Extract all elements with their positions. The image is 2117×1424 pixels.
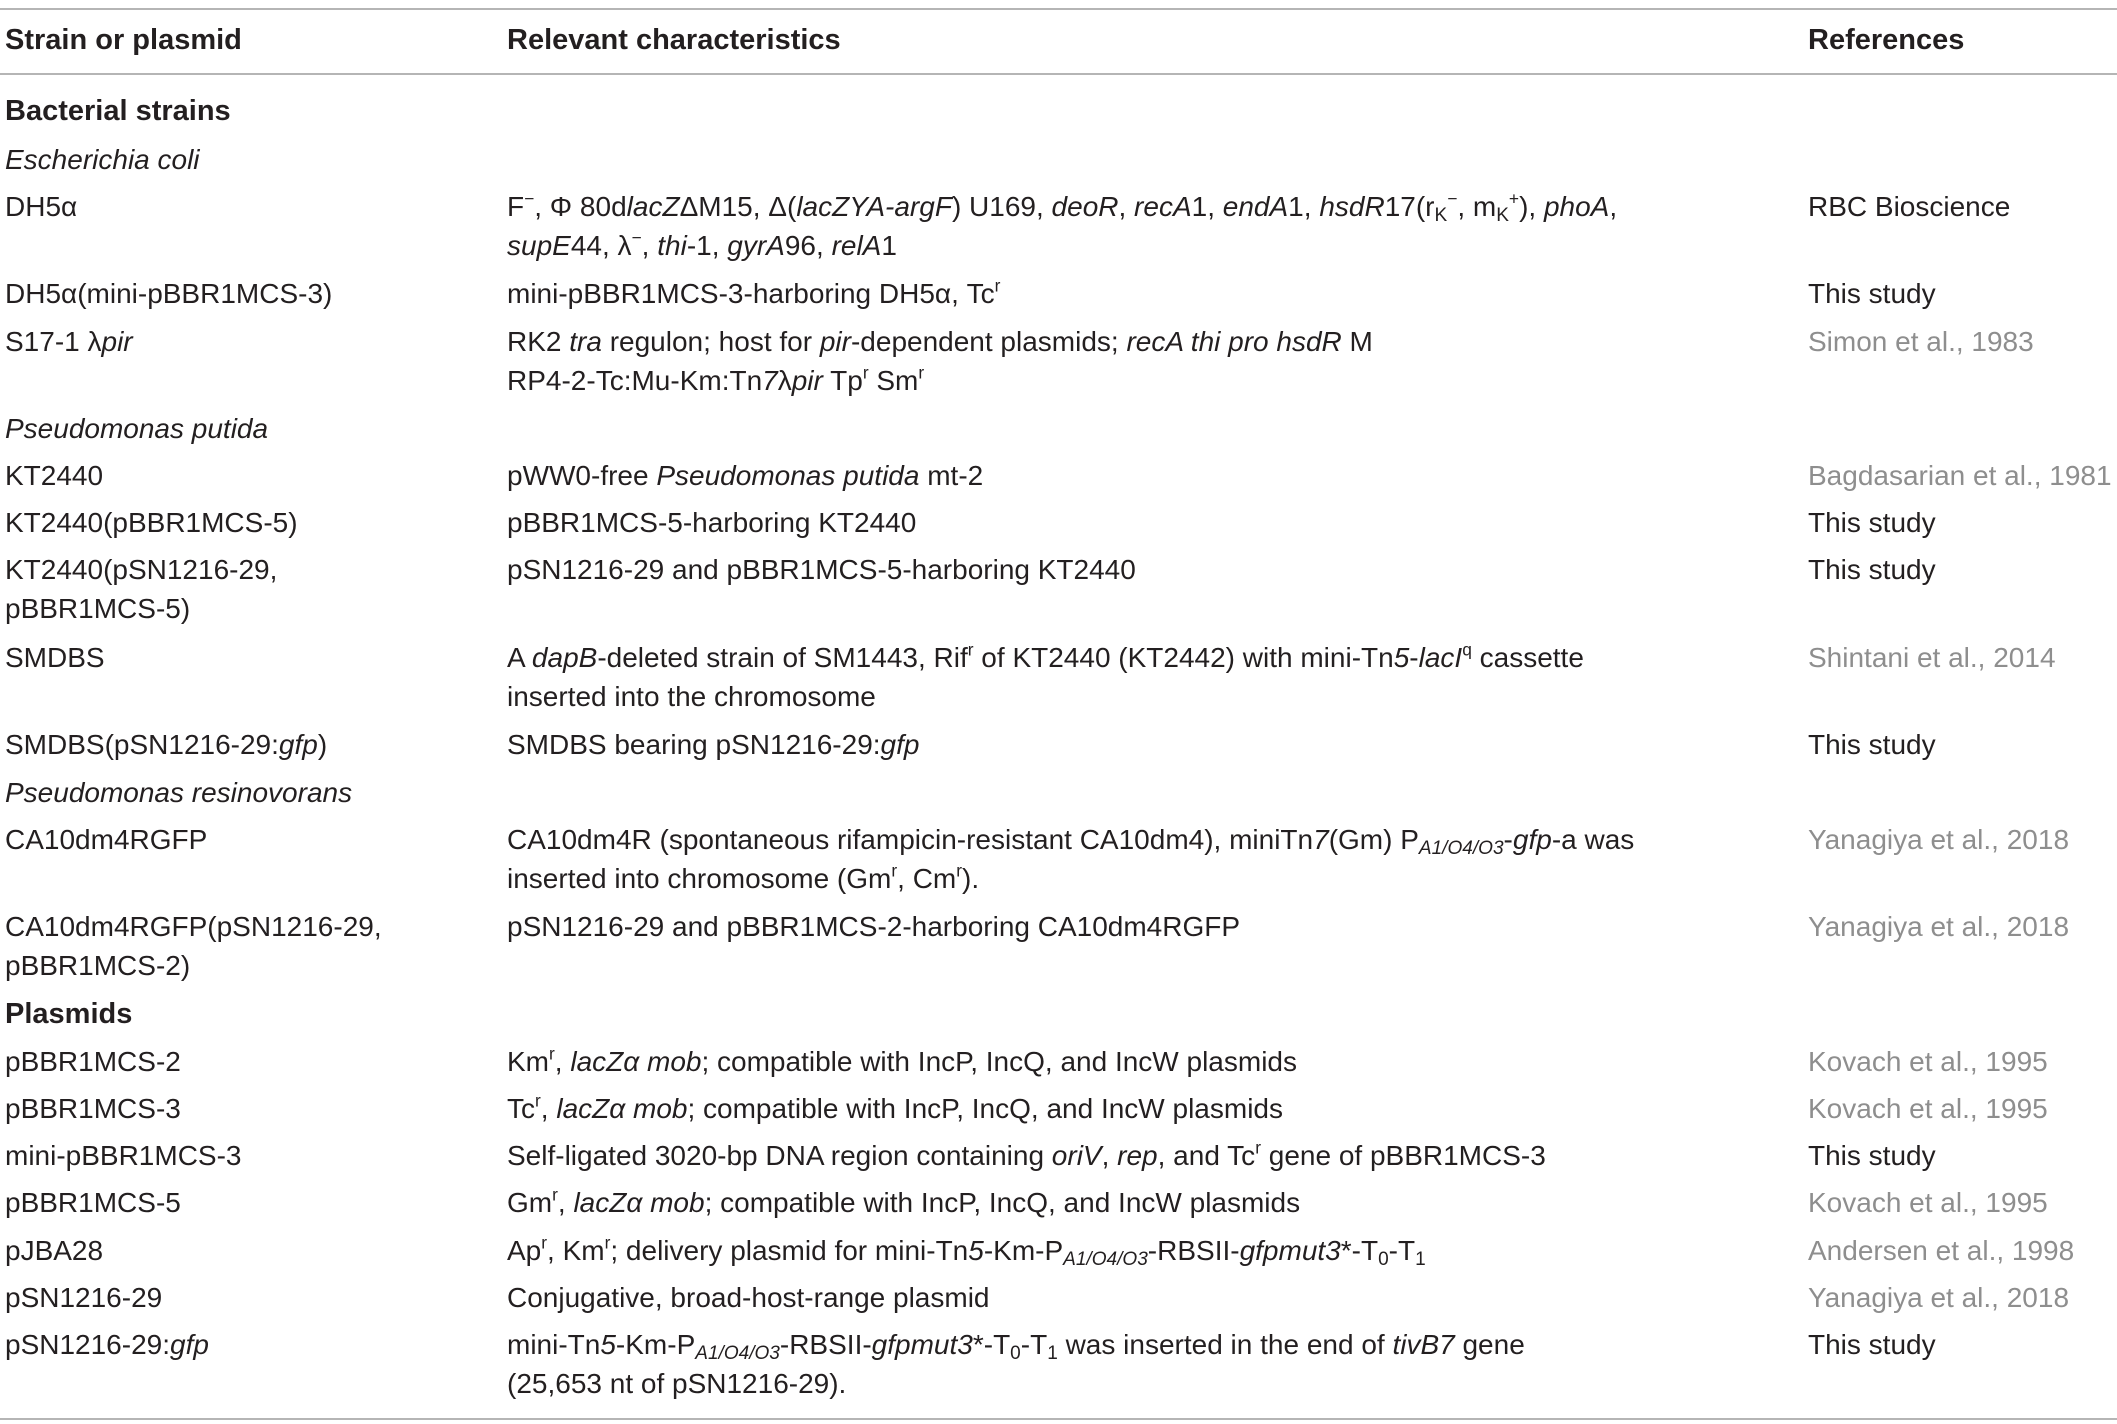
strain-characteristics: pBBR1MCS-5-harboring KT2440 [507, 507, 917, 538]
strain-characteristics: RK2 tra regulon; host for pir-dependent plasmids; recA thi pro hsdR M RP4-2-Tc:Mu-Km:Tn7λpir Tp$^r$ Sm$^r$ [507, 326, 1373, 396]
strain-name: CA10dm4RGFP(pSN1216-29, pBBR1MCS-2) [5, 911, 382, 981]
reference-link[interactable]: Kovach et al., 1995 [1808, 1187, 2048, 1218]
strain-name: DH5α [5, 191, 78, 222]
plasmid-characteristics: Self-ligated 3020-bp DNA region containing oriV, rep, and Tc$^r$ gene of pBBR1MCS-3 [507, 1137, 1546, 1171]
reference-link[interactable]: Yanagiya et al., 2018 [1808, 911, 2070, 942]
reference-text: This study [1808, 1140, 1936, 1171]
plasmid-name: mini-pBBR1MCS-3 [5, 1140, 242, 1171]
strain-name: DH5α(mini-pBBR1MCS-3) [5, 278, 333, 309]
strain-name: S17-1 λpir [5, 326, 133, 357]
reference-text: This study [1808, 1329, 1936, 1360]
reference-link[interactable]: Andersen et al., 1998 [1808, 1235, 2075, 1266]
strain-characteristics: pWW0-free Pseudomonas putida mt-2 [507, 460, 984, 491]
plasmid-characteristics: Ap$^r$, Km$^r$; delivery plasmid for mini-$Tn5-Km-P_{A1/O4/O3}-RBSII-gfpmut3*-T_0-T_1$ [507, 1232, 1426, 1270]
strain-name: SMDBS [5, 642, 105, 673]
plasmid-name: pSN1216-29 [5, 1282, 163, 1313]
strain-characteristics: pSN1216-29 and pBBR1MCS-5-harboring KT2440 [507, 554, 1136, 585]
strain-name: KT2440 [5, 460, 104, 491]
header-relevant-characteristics: Relevant characteristics [507, 24, 841, 56]
reference-link[interactable]: Yanagiya et al., 2018 [1808, 1282, 2070, 1313]
plasmid-name: pBBR1MCS-2 [5, 1046, 181, 1077]
reference-link[interactable]: Shintani et al., 2014 [1808, 642, 2056, 673]
table-bottom-rule [0, 1418, 2117, 1420]
reference-link[interactable]: Bagdasarian et al., 1981 [1808, 460, 2112, 491]
strain-characteristics: CA10dm4R (spontaneous rifampicin-resistant CA10dm4), miniTn7(Gm) $P_{A1/O4/O3}-gfp-a$ was inserted into chromosome (Gm$^r$, Cm$^r$). [507, 824, 1635, 894]
reference-link[interactable]: Simon et al., 1983 [1808, 326, 2034, 357]
strain-name: SMDBS(pSN1216-29:gfp) [5, 729, 328, 760]
reference-text: This study [1808, 554, 1936, 585]
plasmid-name: pSN1216-29:gfp [5, 1329, 209, 1360]
plasmid-characteristics: Gm$^r$, lacZα mob; compatible with IncP, IncQ, and IncW plasmids [507, 1184, 1301, 1218]
strain-name: CA10dm4RGFP [5, 824, 208, 855]
reference-link[interactable]: Kovach et al., 1995 [1808, 1093, 2048, 1124]
plasmid-characteristics: Tc$^r$, lacZα mob; compatible with IncP, IncQ, and IncW plasmids [507, 1090, 1283, 1124]
plasmid-characteristics: Km$^r$, lacZα mob; compatible with IncP, IncQ, and IncW plasmids [507, 1043, 1297, 1077]
header-strain-or-plasmid: Strain or plasmid [5, 24, 242, 56]
reference-text: RBC Bioscience [1808, 191, 2011, 222]
header-references: References [1808, 24, 1965, 56]
plasmid-name: pBBR1MCS-3 [5, 1093, 181, 1124]
table-header-rule [0, 73, 2117, 75]
reference-link[interactable]: Yanagiya et al., 2018 [1808, 824, 2070, 855]
reference-text: This study [1808, 729, 1936, 760]
strain-characteristics: pSN1216-29 and pBBR1MCS-2-harboring CA10dm4RGFP [507, 911, 1241, 942]
strain-characteristics: F−, Φ 80dlacZΔM15, Δ(lacZYA-argF) U169, deoR, recA1, endA1, $hsdR17(r_K^-$, $m_K^+$), phoA, supE44, λ−, thi-1, gyrA96, relA1 [507, 188, 1618, 261]
plasmid-characteristics: mini-$Tn5-Km-P_{A1/O4/O3}-RBSII-gfpmut3*-T_0-T_1$ was inserted in the end of tivB7 gene (25,653 nt of pSN1216-29). [507, 1329, 1525, 1399]
plasmid-name: pJBA28 [5, 1235, 104, 1266]
plasmid-characteristics: Conjugative, broad-host-range plasmid [507, 1282, 990, 1313]
reference-text: This study [1808, 278, 1936, 309]
reference-link[interactable]: Kovach et al., 1995 [1808, 1046, 2048, 1077]
strain-characteristics: SMDBS bearing pSN1216-29:gfp [507, 729, 920, 760]
table-top-rule [0, 8, 2117, 10]
strain-characteristics: mini-pBBR1MCS-3-harboring DH5α, Tc$^r$ [507, 275, 1001, 309]
strain-name: KT2440(pBBR1MCS-5) [5, 507, 298, 538]
plasmid-name: pBBR1MCS-5 [5, 1187, 181, 1218]
reference-text: This study [1808, 507, 1936, 538]
strain-characteristics: A dapB-deleted strain of SM1443, Rif$^r$ of KT2440 (KT2442) with mini-Tn5-lacI$^q$ cassette inserted into the chromosome [507, 639, 1584, 712]
strain-plasmid-table: Strain or plasmid Relevant characteristics References Bacterial strains Escherichia coli DH5α F−, Φ 80dlacZΔM15, Δ(lacZYA-argF) U169, deoR, recA1, endA1, $hsdR17(r_K^-$, $m_K^+$), phoA, supE44, λ−, thi-1, gyrA96, relA1 RBC Bioscience DH5α(mini-pBBR1MCS-3) mini-pBBR1MCS-3-harboring DH5α, Tc$^r$ This study S17-1 λpir RK2 tra regulon; host for pir-dependent plasmids; recA thi pro hsdR M RP4-2-Tc:Mu-Km:Tn7λpir Tp$^r$ Sm$^r$ Simon et al., 1983 Pseudomonas putida KT2440 pWW0-free Pseudomonas putida mt-2 Bagdasarian et al., 1981 KT2440(pBBR1MCS-5) pBBR1MCS-5-harboring KT2440 This study KT2440(pSN1216-29, pBBR1MCS-5) pSN1216-29 and pBBR1MCS-5-harboring KT2440 This study SMDBS A dapB-deleted strain of SM1443, Rif$^r$ of KT2440 (KT2442) with mini-Tn5-lacI$^q$ cassette inserted into the chromosome Shintani et al., 2014 SMDBS(pSN1216-29:gfp) SMDBS bearing pSN1216-29:gfp This study Pseudomonas resinovorans CA10dm4RGFP CA10dm4R (spontaneous rifampicin-resistant CA10dm4), miniTn7(Gm) $P_{A1/O4/O3}-gfp-a$ was inserted into chromosome (Gm$^r$, Cm$^r$). Yanagiya et al., 2018 CA10dm4RGFP(pSN1216-29, pBBR1MCS-2) pSN1216-29 and pBBR1MCS-2-harboring CA10dm4RGFP Yanagiya et al., 2018 Plasmids pBBR1MCS-2 Km$^r$, lacZα mob; compatible with IncP, IncQ, and IncW plasmids Kovach et al., 1995 pBBR1MCS-3 Tc$^r$, lacZα mob; compatible with IncP, IncQ, and IncW plasmids Kovach et al., 1995 mini-pBBR1MCS-3 Self-ligated 3020-bp DNA region containing oriV, rep, and Tc$^r$ gene of pBBR1MCS-3 This study pBBR1MCS-5 Gm$^r$, lacZα mob; compatible with IncP, IncQ, and IncW plasmids Kovach et al., 1995 pJBA28 Ap$^r$, Km$^r$; delivery plasmid for mini-$Tn5-Km-P_{A1/O4/O3}-RBSII-gfpmut3*-T_0-T_1$ Andersen et al., 1998 pSN1216-29 Conjugative, broad-host-range plasmid Yanagiya et al., 2018 pSN1216-29:gfp mini-$Tn5-Km-P_{A1/O4/O3}-RBSII-gfpmut3*-T_0-T_1$ was inserted in the end of tivB7 gene (25,653 nt of pSN1216-29). This study [0, 0, 2117, 1424]
strain-name: KT2440(pSN1216-29, pBBR1MCS-5) [5, 554, 278, 624]
